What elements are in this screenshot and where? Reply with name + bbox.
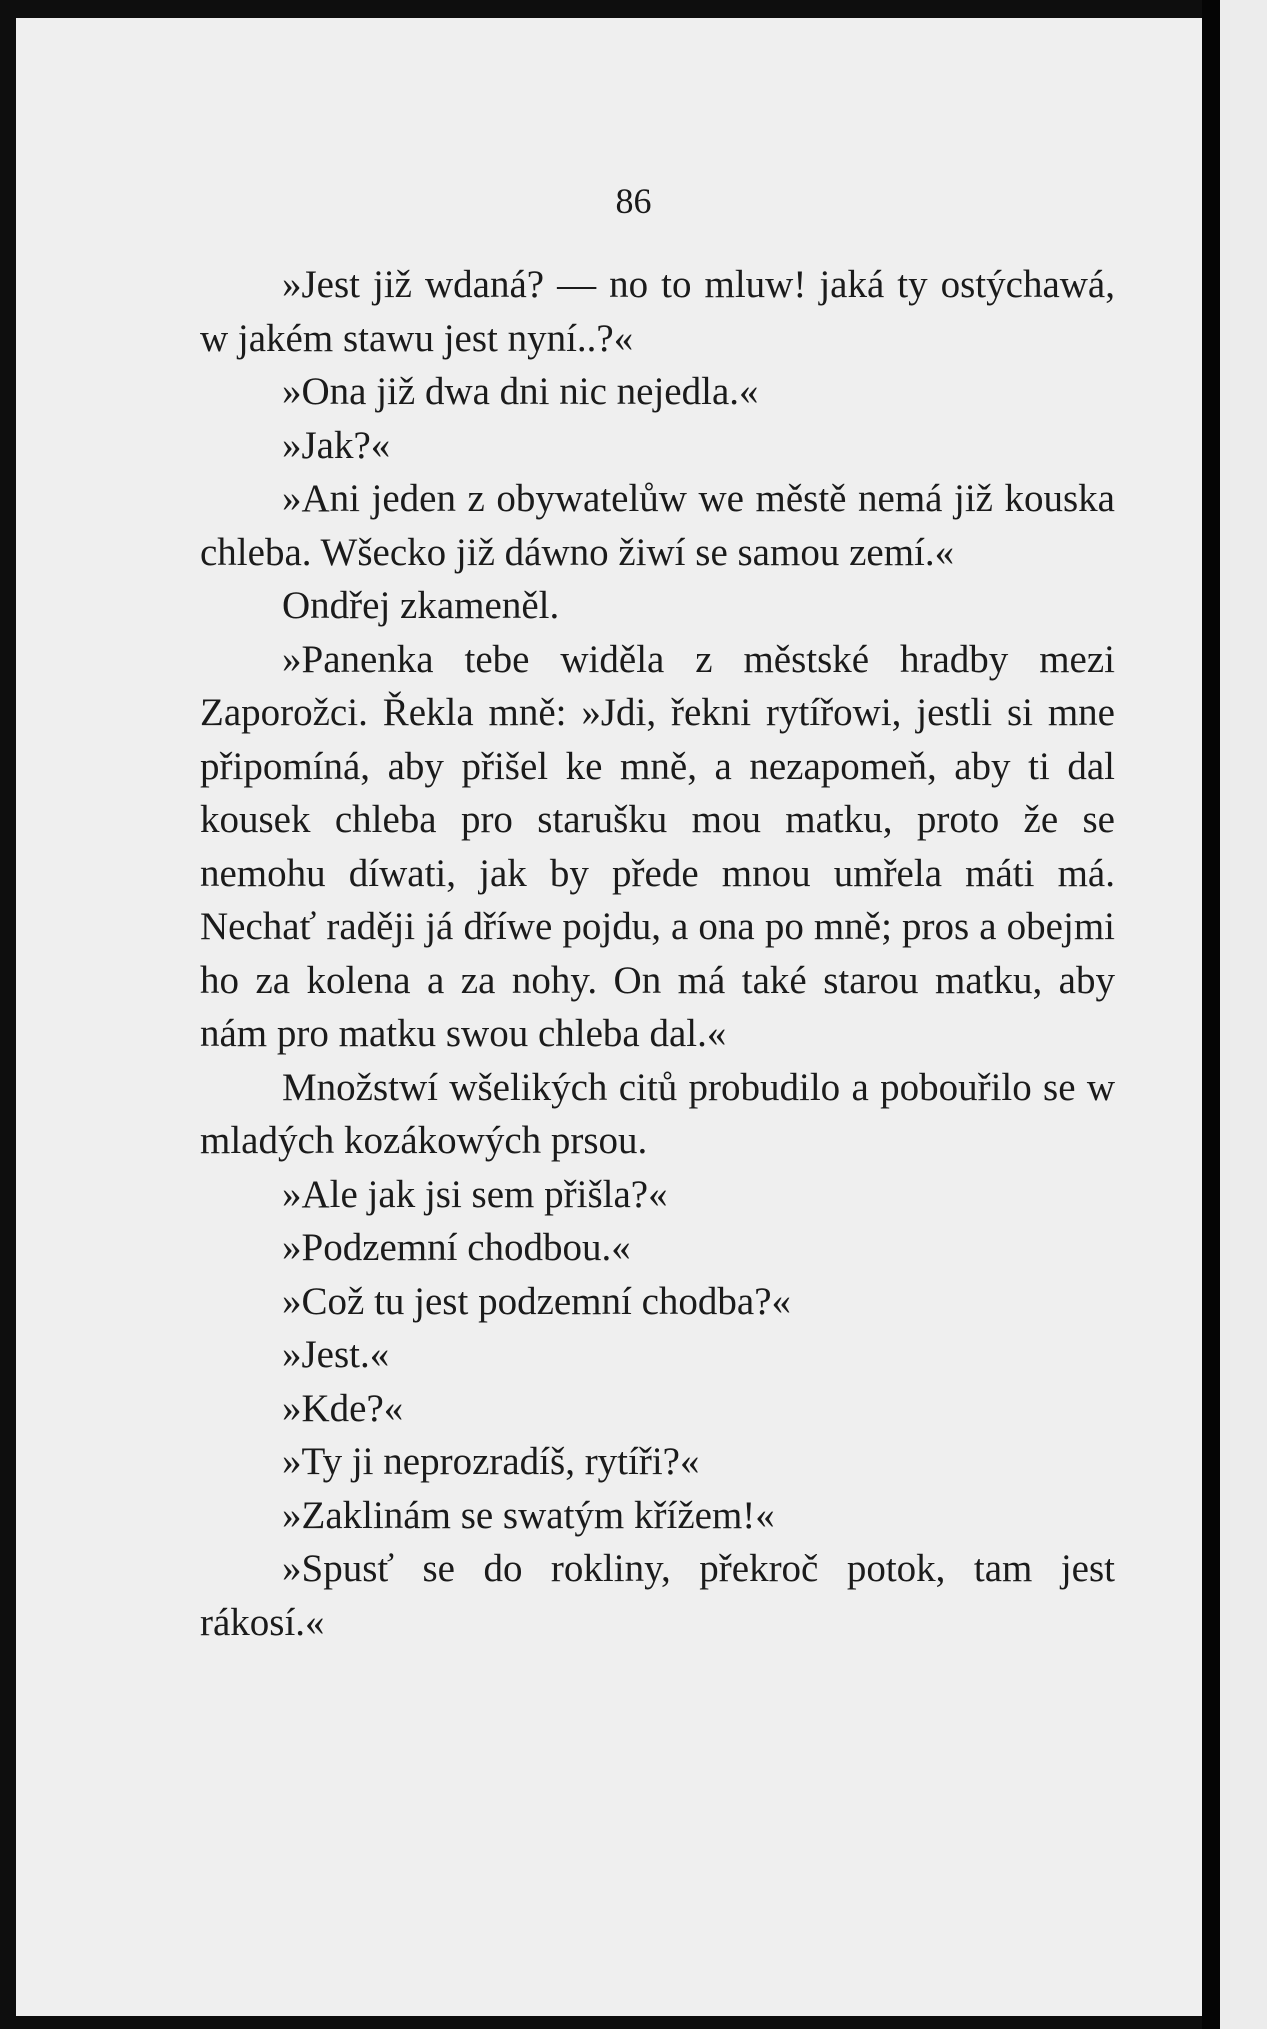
paragraph: Množstwí wšelikých citů probudilo a pobouřilo se w mladých kozákowých prsou. (200, 1065, 1115, 1162)
paragraph: »Ani jeden z obywatelůw we městě nemá již kouska chleba. Wšecko již dáwno žiwí se samou zemí.« (200, 477, 1115, 574)
paragraph: »Což tu jest podzemní chodba?« (282, 1279, 792, 1323)
paragraph: »Ty ji neprozradíš, rytíři?« (282, 1440, 700, 1483)
body-text (200, 258, 1115, 1649)
paragraph: »Zaklinám se swatým křížem!« (282, 1493, 775, 1537)
page-number: 86 (615, 181, 652, 221)
paragraph: Ondřej zkameněl. (282, 584, 560, 627)
paragraph: »Kde?« (282, 1386, 404, 1430)
paragraph: »Spusť se do rokliny, překroč potok, tam jest rákosí.« (200, 1547, 1115, 1644)
paragraph: »Podzemní chodbou.« (282, 1226, 631, 1269)
paragraph: »Ona již dwa dni nic nejedla.« (282, 370, 759, 413)
page-gutter-shadow (1202, 0, 1220, 2029)
paragraph: »Jak?« (282, 423, 391, 467)
paragraph: »Jest již wdaná? — no to mluw! jaká ty ostýchawá, w jakém stawu jest nyní..?« (200, 263, 1115, 360)
paragraph: »Panenka tebe widěla z městské hradby mezi Zaporožci. Řekla mně: »Jdi, řekni rytířowi, jestli si mne připomíná, aby přišel ke mně, a nezapomeň, aby ti dal kousek chleba pro starušku mou matku, proto že se nemohu díwati, jak by přede mnou umřela máti má. Nechať raději já dříwe pojdu, a ona po mně; pros a obejmi ho za kolena a za nohy. On má také starou matku, aby nám pro matku swou chleba dal.« (200, 637, 1115, 1055)
paragraph: »Jest.« (282, 1333, 390, 1376)
paragraph: »Ale jak jsi sem přišla?« (282, 1172, 668, 1216)
next-page-edge (1220, 0, 1267, 2029)
